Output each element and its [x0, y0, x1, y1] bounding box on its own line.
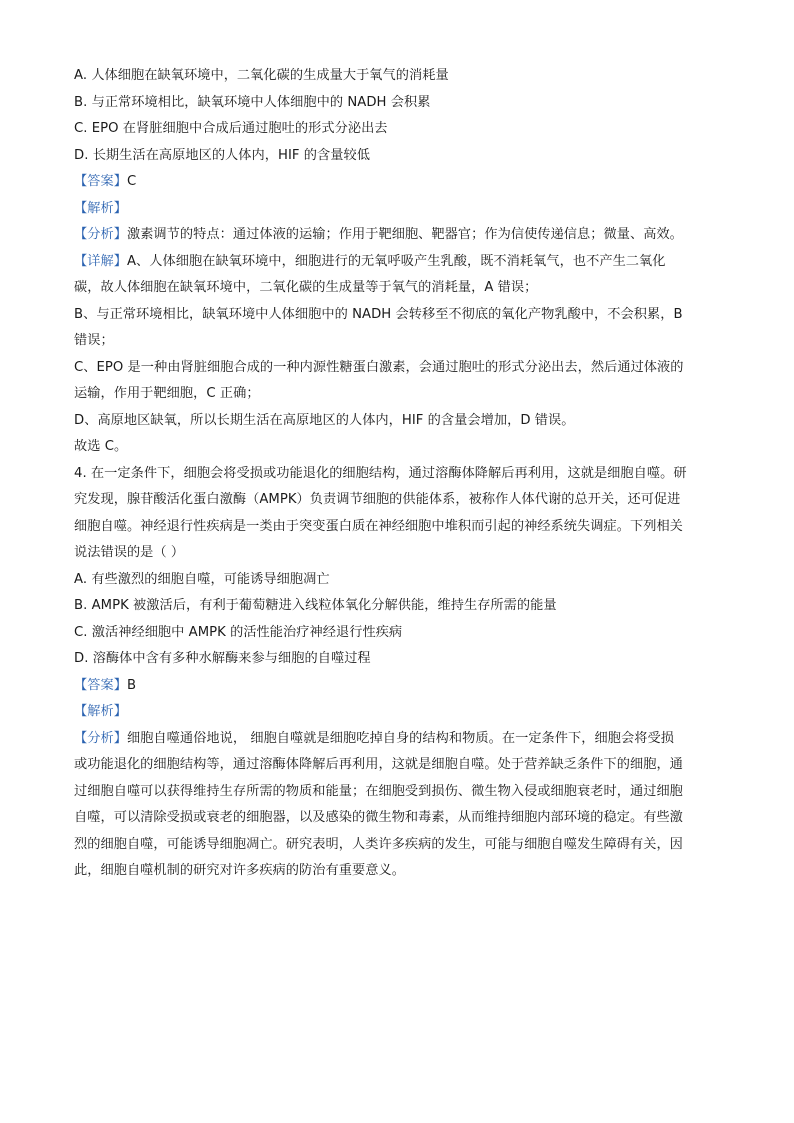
q3-option-c: C. EPO 在肾脏细胞中合成后通过胞吐的形式分泌出去	[74, 121, 388, 136]
q3-xiangjie-line3: B、与正常环境相比，缺氧环境中人体细胞中的 NADH 会转移至不彻底的氧化产物乳酸中，不会积累，B	[74, 306, 683, 322]
xiangjie-tag: 【详解】	[74, 253, 127, 269]
answer-tag: 【答案】	[74, 677, 127, 693]
document-page	[74, 63, 724, 885]
answer-value: C	[126, 174, 137, 189]
q3-xiangjie-line1	[74, 249, 724, 276]
q4-fenxi-line6: 此，细胞自噬机制的研究对许多疾病的防治有重要意义。	[74, 863, 405, 878]
q3-xiangjie-line5: C、EPO 是一种由肾脏细胞合成的一种内源性糖蛋白激素，会通过胞吐的形式分泌出去，然后通过体液的	[74, 359, 684, 375]
fenxi-tag: 【分析】	[74, 730, 127, 746]
q3-xiangjie-line7: D、高原地区缺氧，所以长期生活在高原地区的人体内，HIF 的含量会增加，D 错误。	[74, 412, 575, 428]
q4-fenxi-line4: 自噬，可以清除受损或衰老的细胞器，以及感染的微生物和毒素，从而维持细胞内部环境的稳定。有些激	[74, 810, 683, 825]
q3-fenxi	[74, 222, 724, 249]
q4-fenxi-line1	[74, 726, 724, 753]
q3-conclusion: 故选 C。	[74, 439, 128, 454]
q4-fenxi-line3: 过细胞自噬可以获得维持生存所需的物质和能量；在细胞受到损伤、微生物入侵或细胞衰老时，通过细胞	[74, 783, 683, 799]
fenxi-tag: 【分析】	[74, 227, 127, 242]
analysis-tag: 【解析】	[74, 200, 127, 216]
q3-xiangjie-line2: 碳，故人体细胞在缺氧环境中，二氧化碳的生成量等于氧气的消耗量，A 错误；	[74, 280, 538, 295]
fenxi-text: 激素调节的特点：通过体液的运输；作用于靶细胞、靶器官；作为信使传递信息；微量、高效。	[126, 227, 683, 242]
q4-option-b: B. AMPK 被激活后，有利于葡萄糖进入线粒体氧化分解供能，维持生存所需的能量	[74, 598, 557, 613]
q4-fenxi-line2: 或功能退化的细胞结构等，通过溶酶体降解后再利用，这就是细胞自噬。处于营养缺乏条件下的细胞，通	[74, 757, 683, 772]
q4-option-c: C. 激活神经细胞中 AMPK 的活性能治疗神经退行性疾病	[74, 624, 403, 640]
q3-option-a: A. 人体细胞在缺氧环境中，二氧化碳的生成量大于氧气的消耗量	[74, 68, 449, 83]
q3-option-b: B. 与正常环境相比，缺氧环境中人体细胞中的 NADH 会积累	[74, 94, 431, 110]
q4-stem-line3: 细胞自噬。神经退行性疾病是一类由于突变蛋白质在神经细胞中堆积而引起的神经系统失调症。下列相关	[74, 518, 683, 534]
fenxi-text: 细胞自噬通俗地说， 细胞自噬就是细胞吃掉自身的结构和物质。在一定条件下，细胞会将受损	[126, 730, 674, 746]
q3-option-d: D. 长期生活在高原地区的人体内，HIF 的含量较低	[74, 147, 370, 163]
q4-option-a: A. 有些激烈的细胞自噬，可能诱导细胞凋亡	[74, 571, 330, 587]
q4-analysis-heading	[74, 699, 724, 726]
answer-tag: 【答案】	[74, 174, 127, 189]
q3-xiangjie-line6: 运输，作用于靶细胞，C 正确；	[74, 386, 260, 401]
xiangjie-text: A、人体细胞在缺氧环境中，细胞进行的无氧呼吸产生乳酸，既不消耗氧气，也不产生二氧化	[126, 253, 666, 269]
q4-stem-line1: 4. 在一定条件下，细胞会将受损或功能退化的细胞结构，通过溶酶体降解后再利用，这就是细胞自噬。研	[74, 465, 687, 481]
analysis-tag: 【解析】	[74, 704, 127, 719]
answer-value: B	[126, 677, 137, 693]
q4-option-d: D. 溶酶体中含有多种水解酶来参与细胞的自噬过程	[74, 651, 371, 666]
q4-stem-line4: 说法错误的是（ ）	[74, 545, 185, 560]
q3-xiangjie-line4: 错误；	[74, 333, 114, 348]
q4-fenxi-line5: 烈的细胞自噬，可能诱导细胞凋亡。研究表明，人类许多疾病的发生，可能与细胞自噬发生障碍有关，因	[74, 836, 683, 852]
q4-stem-line2: 究发现，腺苷酸活化蛋白激酶（AMPK）负责调节细胞的供能体系，被称作人体代谢的总开关，还可促进	[74, 492, 681, 507]
q4-answer	[74, 673, 724, 700]
q3-answer	[74, 169, 724, 196]
q3-analysis-heading	[74, 196, 724, 223]
